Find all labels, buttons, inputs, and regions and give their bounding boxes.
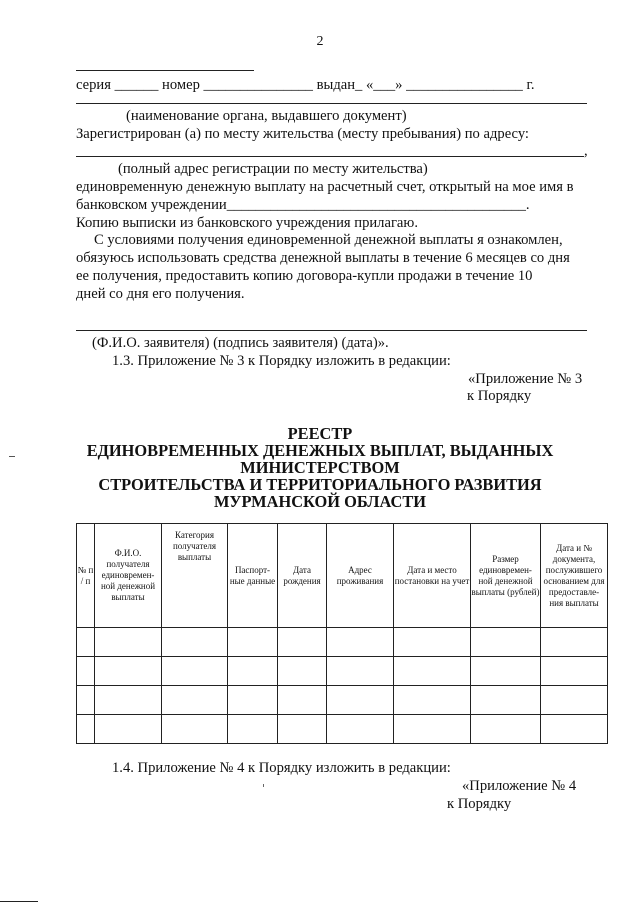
header-basis-document: Дата и № документа, послужившего основанием для предоставле- ния выплаты [541, 524, 608, 628]
header-category: Категория получателя выплаты [162, 524, 228, 628]
register-title-4: СТРОИТЕЛЬСТВА И ТЕРРИТОРИАЛЬНОГО РАЗВИТИЯ [98, 475, 542, 494]
signature-caption: (Ф.И.О. заявителя) (подпись заявителя) (дата)». [92, 335, 389, 351]
registered-line: Зарегистрирован (а) по месту жительства (месту пребывания) по адресу: [76, 126, 529, 142]
table-header-row [77, 524, 608, 628]
footer-rule [0, 901, 38, 902]
header-passport: Паспорт- ные данные [228, 524, 278, 628]
header-address: Адрес проживания [327, 524, 394, 628]
copy-line: Копию выписки из банковского учреждения прилагаю. [76, 215, 418, 231]
table-row [77, 657, 608, 686]
table-row [77, 628, 608, 657]
appendix-4-line-2: к Порядку [447, 796, 512, 812]
series-line: серия ______ номер _______________ выдан_ «___» ________________ г. [76, 77, 535, 93]
issuer-caption: (наименование органа, выдавшего документ) [126, 108, 407, 124]
header-birth-date: Дата рождения [278, 524, 327, 628]
address-caption: (полный адрес регистрации по месту жительства) [118, 161, 428, 177]
table-row [77, 715, 608, 744]
conditions-line-1: С условиями получения единовременной денежной выплаты я ознакомлен, [94, 232, 563, 248]
address-rule [76, 156, 584, 157]
item-1-4: 1.4. Приложение № 4 к Порядку изложить в редакции: [112, 760, 451, 776]
conditions-line-4: дней со дня его получения. [76, 286, 245, 302]
register-title-3: МИНИСТЕРСТВОМ [240, 458, 400, 477]
conditions-line-2: обязуюсь использовать средства денежной выплаты в течение 6 месяцев со дня [76, 250, 570, 266]
address-comma: , [584, 143, 588, 159]
conditions-line-3: ее получения, предоставить копию договора-купли продажи в течение 10 [76, 268, 533, 284]
register-title-1: РЕЕСТР [287, 424, 353, 443]
header-number: № п / п [77, 524, 95, 628]
table-row [77, 686, 608, 715]
margin-mark [9, 456, 15, 457]
register-title-5: МУРМАНСКОЙ ОБЛАСТИ [213, 492, 427, 511]
header-registration-date: Дата и место постановки на учет [394, 524, 471, 628]
header-recipient-name: Ф.И.О. получателя единовремен- ной денежной выплаты [95, 524, 162, 628]
payment-line-2: банковском учреждении_________________________________________. [76, 197, 530, 213]
appendix-3-line-1: «Приложение № 3 [468, 371, 583, 387]
stray-dot [263, 784, 264, 787]
issuer-rule [76, 103, 587, 104]
register-table [76, 523, 608, 744]
signature-rule [76, 330, 587, 331]
page-number: 2 [316, 34, 324, 49]
header-payment-amount: Размер единовремен- ной денежной выплаты (рублей) [471, 524, 541, 628]
appendix-3-line-2: к Порядку [467, 388, 532, 404]
register-title-2: ЕДИНОВРЕМЕННЫХ ДЕНЕЖНЫХ ВЫПЛАТ, ВЫДАННЫХ [86, 441, 554, 460]
item-1-3: 1.3. Приложение № 3 к Порядку изложить в редакции: [112, 353, 451, 369]
payment-line-1: единовременную денежную выплату на расчетный счет, открытый на мое имя в [76, 179, 574, 195]
top-rule [76, 70, 254, 71]
appendix-4-line-1: «Приложение № 4 [462, 778, 577, 794]
